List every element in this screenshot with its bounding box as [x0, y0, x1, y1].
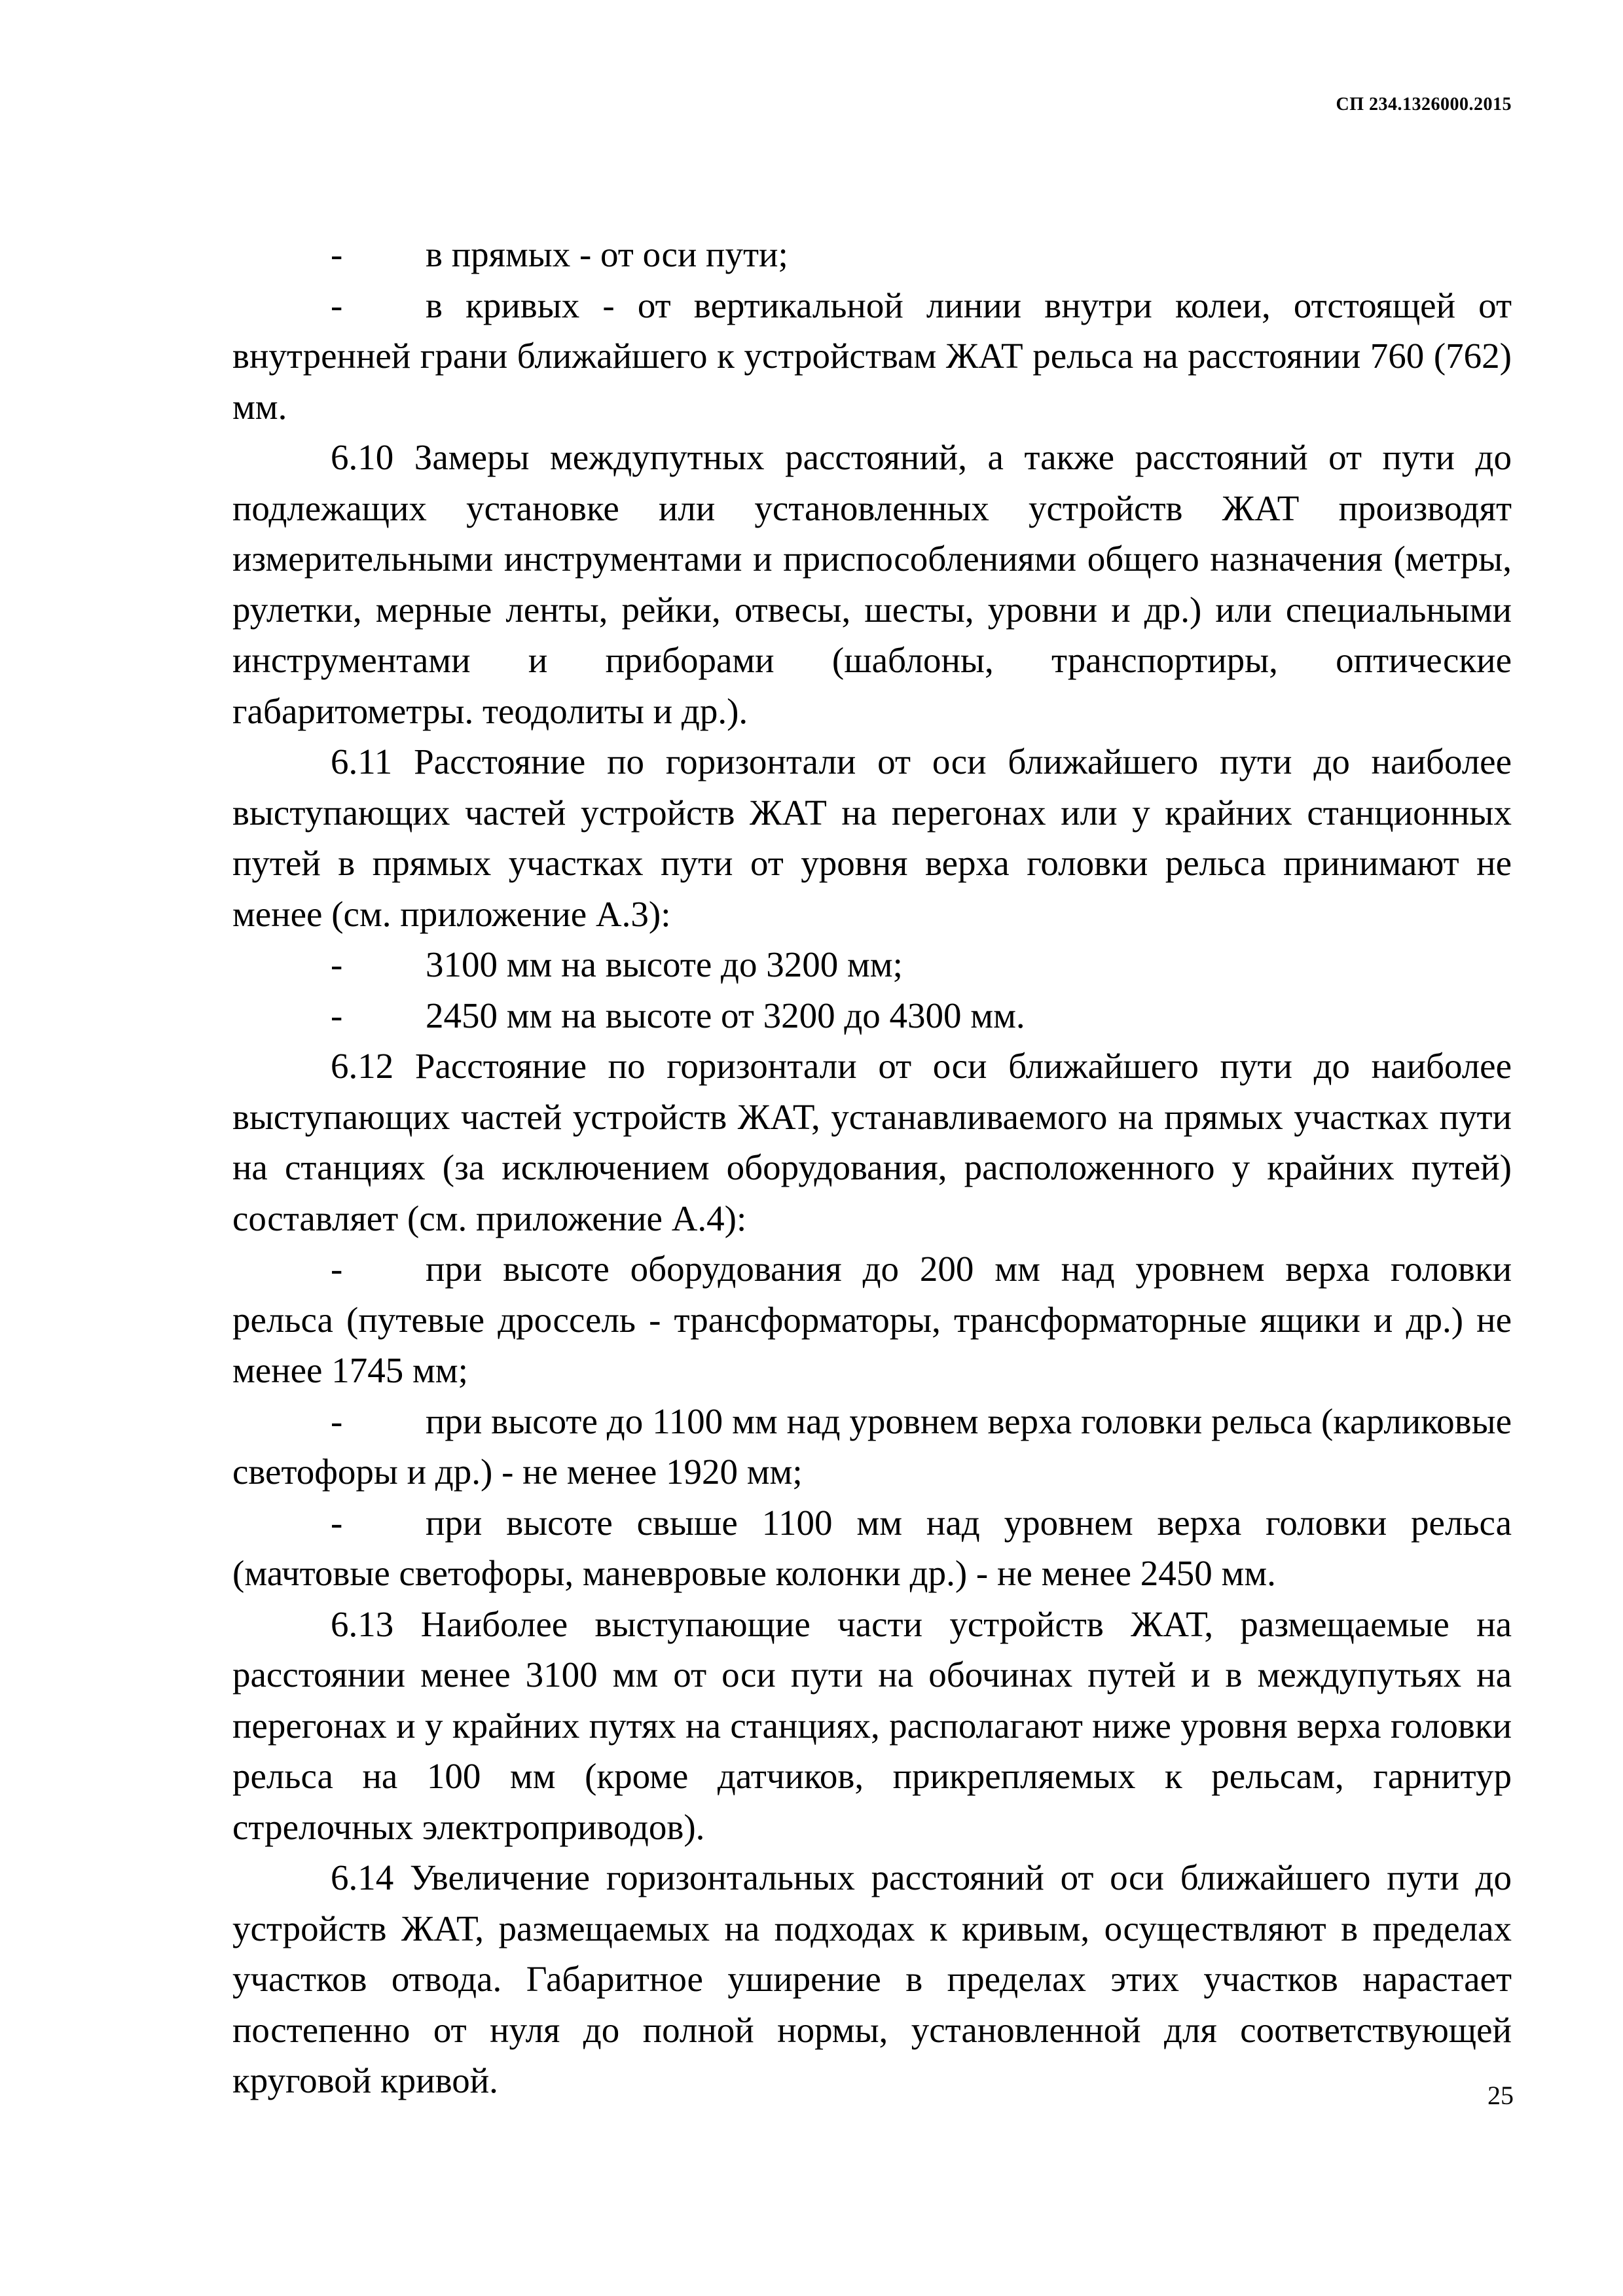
document-code: СП 234.1326000.2015: [1336, 94, 1512, 115]
list-item-text: при высоте свыше 1100 мм над уровнем верха головки рельса (мачтовые светофоры, маневровые колонки др.) - не менее 2450 мм.: [232, 1502, 1512, 1593]
list-dash: -: [331, 285, 343, 325]
list-dash: -: [331, 944, 343, 984]
list-item-text: в прямых - от оси пути;: [426, 234, 788, 274]
list-dash: -: [331, 1249, 343, 1289]
list-dash: -: [331, 1502, 343, 1543]
list-item: [232, 229, 1512, 280]
paragraph-6-12: 6.12 Расстояние по горизонтали от оси ближайшего пути до наиболее выступающих частей устройств ЖАТ, устанавливаемого на прямых участках пути на станциях (за исключением оборудования, расположенного у крайних путей) составляет (см. приложение А.4):: [232, 1046, 1512, 1238]
paragraph-6-13: 6.13 Наиболее выступающие части устройств ЖАТ, размещаемые на расстоянии менее 3100 мм от оси пути на обочинах путей и в междупутьях на перегонах и у крайних путях на станциях, располагают ниже уровня верха головки рельса на 100 мм (кроме датчиков, прикрепляемых к рельсам, гарнитур стрелочных электроприводов).: [232, 1604, 1512, 1847]
list-dash: -: [331, 995, 343, 1035]
list-item-text: при высоте оборудования до 200 мм над уровнем верха головки рельса (путевые дроссель - трансформаторы, трансформаторные ящики и др.) не менее 1745 мм;: [232, 1249, 1512, 1390]
list-item: [232, 1498, 1512, 1599]
page-number: 25: [1487, 2081, 1514, 2110]
list-dash: -: [331, 1401, 343, 1441]
document-body: [232, 229, 1512, 2106]
list-item-text: в кривых - от вертикальной линии внутри колеи, отстоящей от внутренней грани ближайшего к устройствам ЖАТ рельса на расстоянии 760 (762) мм.: [232, 285, 1512, 427]
paragraph-6-11: 6.11 Расстояние по горизонтали от оси ближайшего пути до наиболее выступающих частей устройств ЖАТ на перегонах или у крайних станционных путей в прямых участках пути от уровня верха головки рельса принимают не менее (см. приложение А.3):: [232, 742, 1512, 934]
list-item: [232, 280, 1512, 433]
paragraph-6-14: 6.14 Увеличение горизонтальных расстояний от оси ближайшего пути до устройств ЖАТ, размещаемых на подходах к кривым, осуществляют в пределах участков отвода. Габаритное уширение в пределах этих участков нарастает постепенно от нуля до полной нормы, установленной для соответствующей круговой кривой.: [232, 1857, 1512, 2100]
paragraph-6-10: 6.10 Замеры междупутных расстояний, а также расстояний от пути до подлежащих установке или установленных устройств ЖАТ производят измерительными инструментами и приспособлениями общего назначения (метры, рулетки, мерные ленты, рейки, отвесы, шесты, уровни и др.) или специальными инструментами и приборами (шаблоны, транспортиры, оптические габаритометры. теодолиты и др.).: [232, 437, 1512, 731]
list-item: [232, 990, 1512, 1041]
list-item: [232, 1396, 1512, 1498]
list-item-text: 3100 мм на высоте до 3200 мм;: [426, 944, 903, 984]
list-item: [232, 939, 1512, 990]
list-dash: -: [331, 234, 343, 274]
list-item: [232, 1244, 1512, 1396]
list-item-text: 2450 мм на высоте от 3200 до 4300 мм.: [426, 995, 1025, 1035]
list-item-text: при высоте до 1100 мм над уровнем верха головки рельса (карликовые светофоры и др.) - не менее 1920 мм;: [232, 1401, 1512, 1492]
